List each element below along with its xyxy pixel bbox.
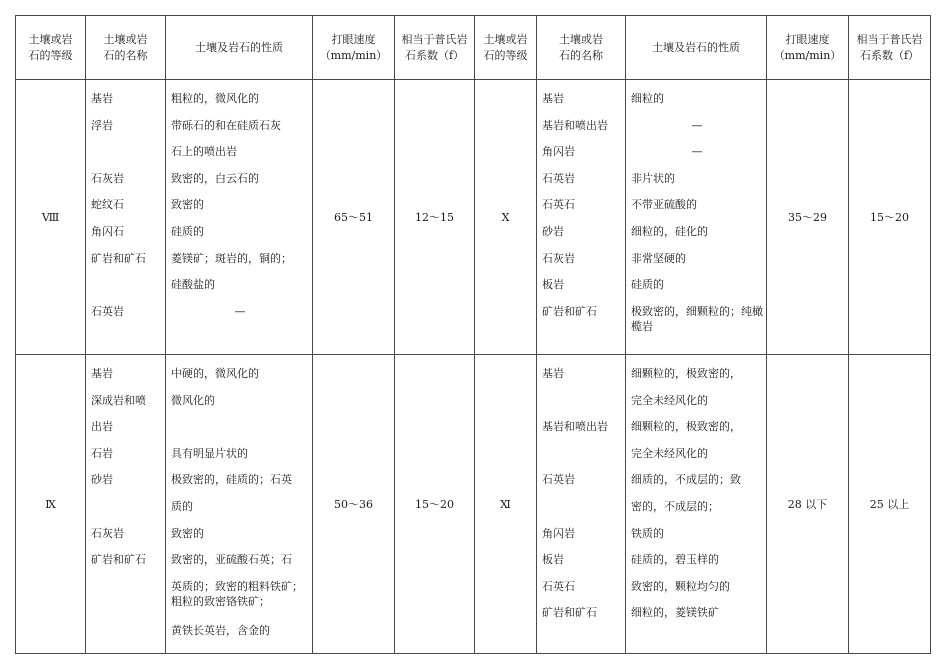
name-line: 基岩和喷出岩 (542, 118, 608, 132)
property-line: 微风化的 (171, 393, 215, 407)
name-line: 板岩 (542, 553, 564, 567)
name-line: 石英岩 (542, 473, 575, 487)
property-line: 粗粒的，微风化的 (171, 92, 259, 105)
name-line: 石灰岩 (542, 251, 575, 265)
property-line: 细质的，不成层的；致 (631, 473, 741, 487)
property-line: 致密的，颗粒均匀的 (631, 579, 730, 593)
property-line: 细颗粒的，极致密的， (631, 367, 741, 380)
property-cell (166, 80, 313, 355)
name-line (542, 496, 622, 523)
name-line: 基岩 (542, 92, 564, 105)
name-line: 基岩和喷出岩 (542, 420, 608, 434)
name-line: 石英岩 (91, 304, 124, 318)
name-line: 基岩 (542, 367, 564, 380)
property-line: 完全未经风化的 (631, 446, 708, 460)
name-line: 角闪岩 (542, 526, 575, 540)
property-cell (626, 80, 767, 355)
name-line: 石英岩 (542, 171, 575, 185)
name-line: 深成岩和喷 (91, 393, 146, 407)
property-line: 黄铁长英岩，含金的 (171, 623, 270, 637)
property-line: 中硬的，微风化的 (171, 367, 259, 380)
name-cell (86, 355, 166, 654)
header-grade: 土壤或岩 石的等级 (475, 16, 537, 80)
property-line: — (234, 304, 246, 318)
name-line: 角闪石 (91, 224, 124, 238)
name-line: 石英石 (542, 198, 575, 212)
coef-cell: 15～20 (849, 80, 931, 355)
property-line: 细颗粒的，极致密的， (631, 420, 741, 434)
property-line (171, 416, 309, 443)
name-line: 矿岩和矿石 (91, 251, 146, 265)
drill-speed-cell: 28 以下 (767, 355, 849, 654)
property-cell (166, 355, 313, 654)
name-line: 基岩 (91, 92, 113, 105)
drill-speed-cell: 50～36 (313, 355, 395, 654)
property-line: 非片状的 (631, 171, 675, 185)
property-line: 石上的喷出岩 (171, 145, 237, 159)
name-line: 石灰岩 (91, 526, 124, 540)
header-property: 土壤及岩石的性质 (626, 16, 767, 80)
property-line: 细粒的 (631, 92, 664, 105)
name-line (91, 141, 162, 168)
property-line: 致密的 (171, 198, 204, 212)
property-cell (626, 355, 767, 654)
header-drill-speed: 打眼速度 （mm/min） (767, 16, 849, 80)
name-line (542, 443, 622, 470)
property-line: — (691, 145, 703, 159)
name-line: 石灰岩 (91, 171, 124, 185)
header-protodyakonov-coef: 相当于普氏岩 石系数（f） (395, 16, 475, 80)
name-line: 板岩 (542, 278, 564, 292)
grade-cell: Ⅷ (16, 80, 86, 355)
property-line: 密的，不成层的； (631, 499, 719, 513)
table-row (16, 355, 931, 654)
name-line: 浮岩 (91, 118, 113, 132)
property-line: 完全未经风化的 (631, 393, 708, 407)
name-line: 蛇纹石 (91, 198, 124, 212)
header-protodyakonov-coef: 相当于普氏岩 石系数（f） (849, 16, 931, 80)
property-line: 铁质的 (631, 526, 664, 540)
table-row (16, 80, 931, 355)
name-line: 矿岩和矿石 (91, 553, 146, 567)
drill-speed-cell: 35～29 (767, 80, 849, 355)
property-line: 细粒的，硅化的 (631, 224, 708, 238)
property-line: 硅质的，碧玉样的 (631, 553, 719, 567)
name-line (91, 274, 162, 301)
drill-speed-cell: 65～51 (313, 80, 395, 355)
name-line: 角闪岩 (542, 145, 575, 159)
property-line: 英质的；致密的粗料铁矿；粗粒的致密铬铁矿； (171, 579, 303, 608)
coef-cell: 12～15 (395, 80, 475, 355)
property-line: 质的 (171, 499, 193, 513)
property-line: 致密的，白云石的 (171, 171, 259, 185)
name-line: 砂岩 (91, 473, 113, 487)
header-grade: 土壤或岩 石的等级 (16, 16, 86, 80)
property-line: 带砾石的和在硅质石灰 (171, 118, 281, 132)
name-line: 基岩 (91, 367, 113, 380)
property-line: — (691, 118, 703, 132)
name-line: 石英石 (542, 579, 575, 593)
name-line: 出岩 (91, 420, 113, 434)
header-row (16, 16, 931, 80)
property-line: 细粒的，菱镁铁矿 (631, 606, 719, 620)
property-line: 菱镁矿；斑岩的，铜的； (171, 251, 292, 265)
property-line: 极致密的，细颗粒的；纯橄榄岩 (631, 304, 763, 333)
name-line (91, 496, 162, 523)
property-line: 非常坚硬的 (631, 251, 686, 265)
property-line: 致密的 (171, 526, 204, 540)
header-name: 土壤或岩 石的名称 (86, 16, 166, 80)
name-line (91, 576, 162, 603)
name-cell (86, 80, 166, 355)
property-line: 硅质的 (631, 278, 664, 292)
name-cell (537, 355, 626, 654)
header-name: 土壤或岩 石的名称 (537, 16, 626, 80)
coef-cell: 15～20 (395, 355, 475, 654)
name-line: 砂岩 (542, 224, 564, 238)
rock-grade-table (15, 15, 931, 654)
name-cell (537, 80, 626, 355)
name-line: 矿岩和矿石 (542, 304, 597, 318)
name-line (542, 390, 622, 417)
grade-cell: Ⅺ (475, 355, 537, 654)
property-line: 硅质的 (171, 224, 204, 238)
property-line: 致密的，亚硫酸石英；石 (171, 553, 292, 567)
header-drill-speed: 打眼速度 （mm/min） (313, 16, 395, 80)
property-line: 具有明显片状的 (171, 446, 248, 460)
property-line: 极致密的，硅质的；石英 (171, 473, 292, 487)
coef-cell: 25 以上 (849, 355, 931, 654)
property-line: 硅酸盐的 (171, 278, 215, 292)
name-line (91, 602, 162, 629)
property-line: 不带亚硫酸的 (631, 198, 697, 212)
grade-cell: Ⅹ (475, 80, 537, 355)
name-line: 矿岩和矿石 (542, 606, 597, 620)
grade-cell: Ⅸ (16, 355, 86, 654)
name-line: 石岩 (91, 446, 113, 460)
header-property: 土壤及岩石的性质 (166, 16, 313, 80)
